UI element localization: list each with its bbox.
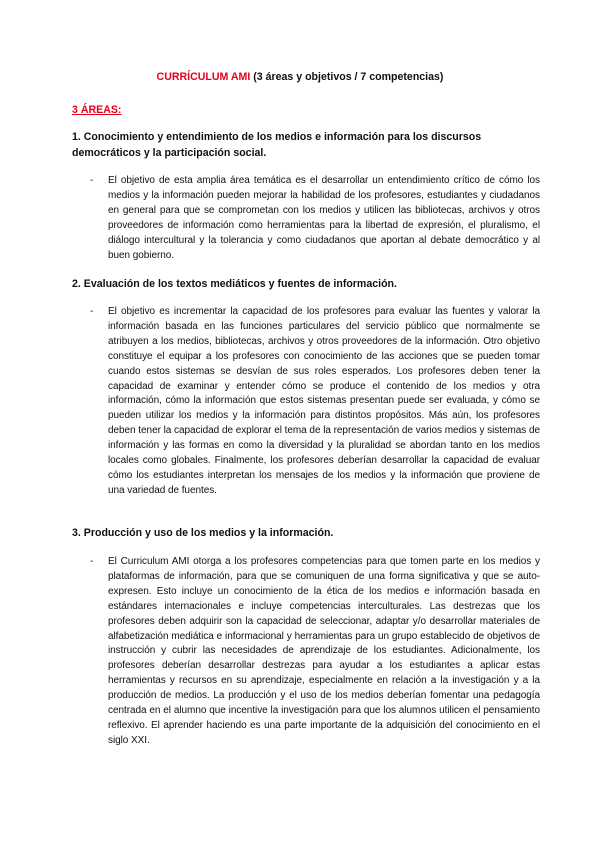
section-3-paragraph: El Curriculum AMI otorga a los profesores competencias para que tomen parte en los medios y plataformas de información, para que se comuniquen de una forma significativa y que se auto-expresen. Esto incluye un conocimiento de la ética de los medios e información basada en estándares internacionales e incluye competencias interculturales. Las destrezas que los profesores deben adquirir son la capacidad de seleccionar, adaptar y/o desarrollar materiales de alfabetización mediática e informacional y herramientas para un grupo establecido de objetivos de instrucción y cubrir las necesidades de aprendizaje de los estudiantes. Adicionalmente, los profesores deberían desarrollar destrezas para ayudar a los estudiantes a aplicar estas herramientas y recursos en su aprendizaje, especialmente en relación a la investigación y a la producción de medios. La producción y el uso de los medios deberían fomentar una pedagogía centrada en el alumno que incentive la investigación para que los alumnos utilicen el pensamiento reflexivo. El aprender haciendo es una parte importante de la adquisición del conocimiento en el siglo XXI. [108, 556, 540, 746]
bullet-dash: - [90, 306, 94, 317]
section-2-paragraph: El objetivo es incrementar la capacidad de los profesores para evaluar las fuentes y valorar la información basada en las funciones particulares del servicio público que normalmente se atribuyen a los medios, bibliotecas, archivos y otros proveedores de la información. Otro objetivo constituye el equipar a los profesores con conocimiento de las acciones que se pueden tomar cuando estos sistemas se desvían de sus roles esperados. Los profesores deben tener la capacidad de examinar y entender cómo se produce el contenido de los medios y otra información, cómo la información que estos sistemas presentan puede ser evaluada, y cómo se pueden utilizar los medios y la información para distintos propósitos. Más aún, los profesores deben tener la capacidad de explorar el tema de la representación de varios medios y sistemas de información y las formas en como la diversidad y la pluralidad se abordan tanto en los medios locales como globales. Finalmente, los profesores deberían desarrollar la capacidad de evaluar cómo los estudiantes interpretan los mensajes de los medios y la información que proviene de una variedad de fuentes. [108, 306, 540, 496]
section-1-paragraph: El objetivo de esta amplia área temática es el desarrollar un entendimiento crítico de cómo los medios y la información pueden mejorar la habilidad de los profesores, estudiantes y ciudadanos en general para que se comprometan con los medios y utilicen las bibliotecas, archivos y otros proveedores de información como herramientas para la libertad de expresión, el pluralismo, el diálogo intercultural y la tolerancia y como ciudadanos que aportan al debate democrático y al buen gobierno. [108, 175, 540, 261]
title-highlight: CURRÍCULUM AMI [156, 71, 251, 83]
section-2-heading: 2. Evaluación de los textos mediáticos y fuentes de información. [72, 278, 397, 290]
section-3-heading: 3. Producción y uso de los medios y la información. [72, 527, 334, 539]
section-3-bullet [90, 555, 540, 749]
section-2-bullet [90, 305, 540, 499]
section-1-bullet [90, 174, 540, 263]
section-1-heading: 1. Conocimiento y entendimiento de los medios e información para los discursos democráticos y la participación social. [72, 131, 482, 159]
bullet-dash: - [90, 175, 94, 186]
title-subtitle: (3 áreas y objetivos / 7 competencias) [250, 71, 444, 83]
document-title [0, 70, 600, 84]
bullet-dash: - [90, 556, 94, 567]
areas-heading: 3 ÁREAS: [72, 104, 122, 116]
